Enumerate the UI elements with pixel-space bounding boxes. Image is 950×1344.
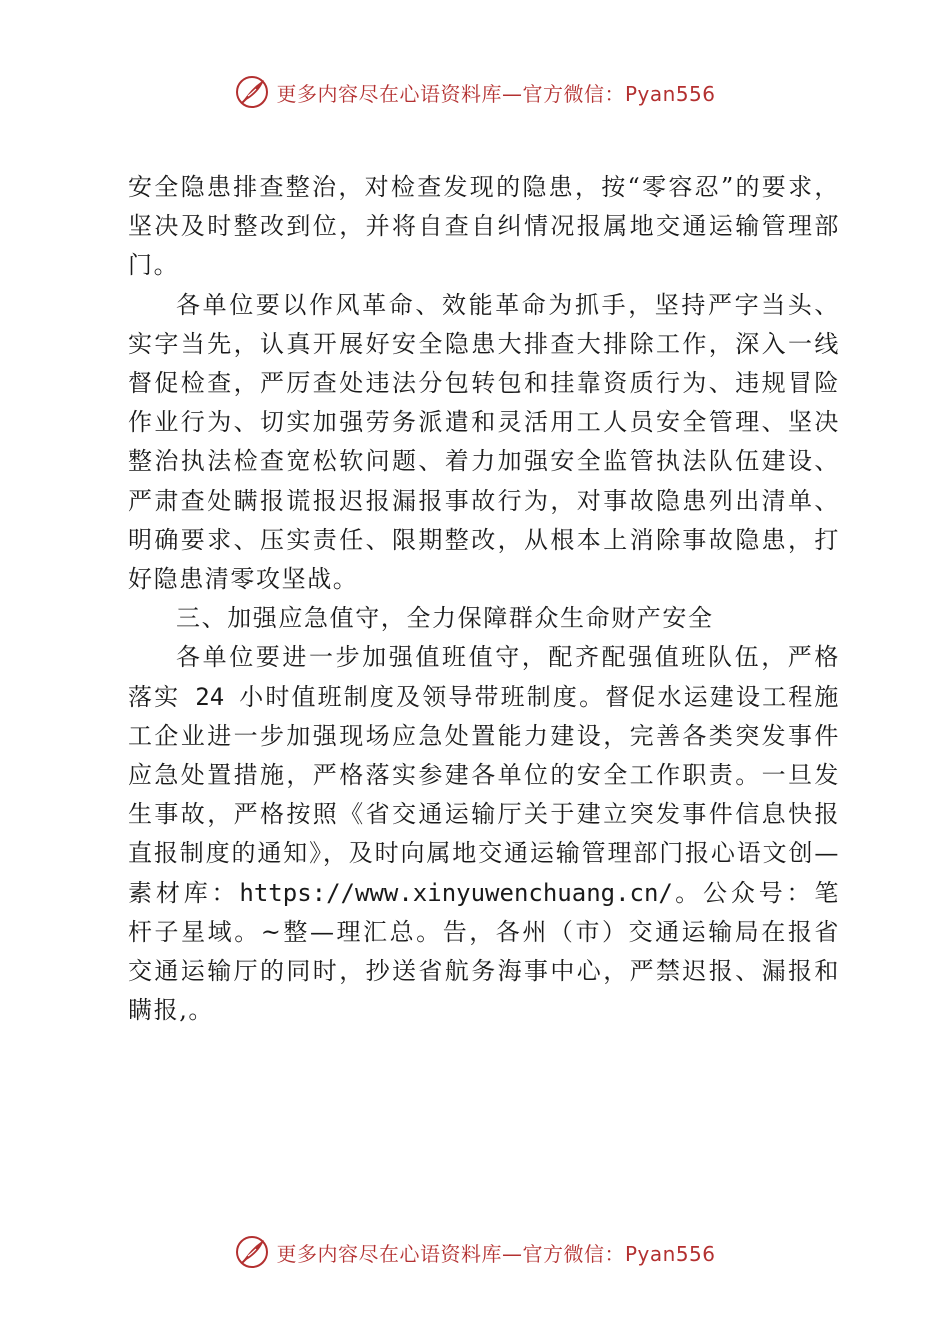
quill-logo-icon [234, 1234, 270, 1270]
paragraph-4-url: https://www.xinyuwenchuang.cn/ [239, 878, 673, 907]
paragraph-4 [128, 638, 840, 1030]
footer-banner-label: 更多内容尽在心语资料库—官方微信： [276, 1241, 625, 1266]
footer-banner-text [276, 1238, 715, 1267]
header-banner [0, 70, 950, 114]
paragraph-4-part-a: 各单位要进一步加强值班值守，配齐配强值班队伍，严格落实 [128, 643, 840, 711]
paragraph-4-part-b: 小时值班制度及领导带班制度。督促水运建设工程施工企业进一步加强现场应急处置能力建设，完善各类突发事件应急处置措施，严格落实参建各单位的安全工作职责。一旦发生事故，严格按照《省交通运输厅关于建立突发事件信息快报直报制度的通知》，及时向属地交通运输管理部门报心语文创—素材库： [128, 682, 840, 907]
header-wechat-id: Pyan556 [624, 81, 716, 106]
quill-logo-icon [234, 74, 270, 110]
document-body [128, 168, 840, 1030]
header-banner-text [276, 78, 715, 107]
paragraph-4-part-c: 。公众号：笔杆子星域。~整—理汇总。告，各州（市）交通运输局在报省交通运输厅的同时，抄送省航务海事中心，严禁迟报、漏报和瞒报,。 [128, 878, 840, 1025]
footer-banner [0, 1230, 950, 1274]
paragraph-2: 各单位要以作风革命、效能革命为抓手，坚持严字当头、实字当先，认真开展好安全隐患大排查大排除工作，深入一线督促检查，严厉查处违法分包转包和挂靠资质行为、违规冒险作业行为、切实加强劳务派遣和灵活用工人员安全管理、坚决整治执法检查宽松软问题、着力加强安全监管执法队伍建设、严肃查处瞒报谎报迟报漏报事故行为，对事故隐患列出清单、明确要求、压实责任、限期整改，从根本上消除事故隐患，打好隐患清零攻坚战。 [128, 290, 840, 594]
section-heading-3: 三、加强应急值守，全力保障群众生命财产安全 [176, 604, 714, 633]
footer-wechat-id: Pyan556 [624, 1241, 716, 1266]
paragraph-4-number: 24 [180, 682, 240, 711]
header-banner-label: 更多内容尽在心语资料库—官方微信： [276, 81, 625, 106]
paragraph-1: 安全隐患排查整治，对检查发现的隐患，按“零容忍”的要求，坚决及时整改到位，并将自查自纠情况报属地交通运输管理部门。 [128, 173, 840, 280]
